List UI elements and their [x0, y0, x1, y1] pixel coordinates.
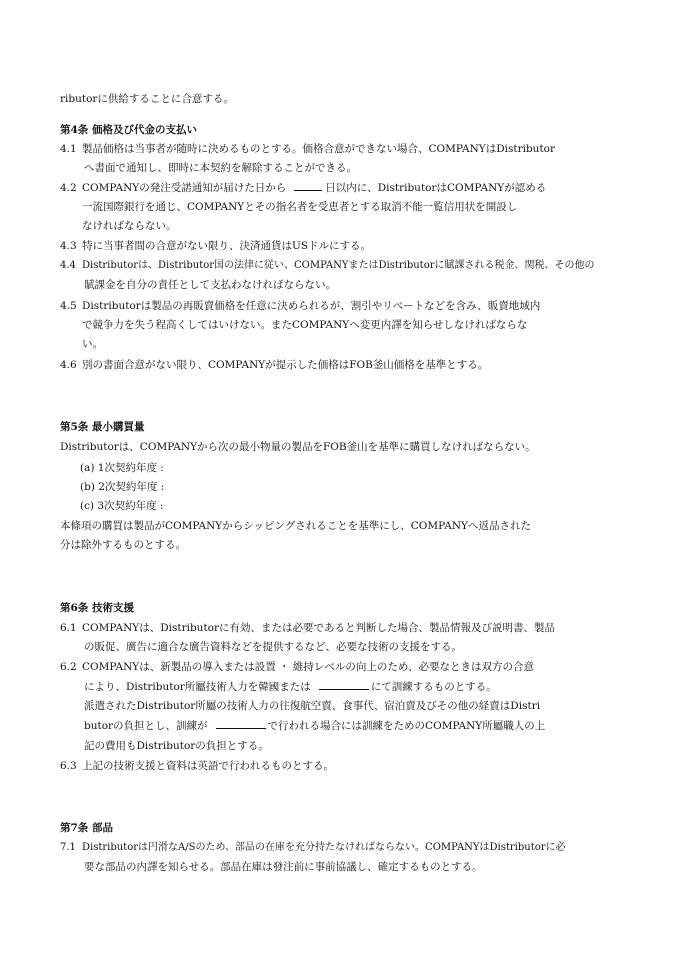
clause-6-2-cont: [84, 717, 626, 735]
clause-text: COMPANYは、新製品の導入または設置 ・ 維持レベルの向上のため、必要なときは双方の合意: [82, 661, 534, 673]
clause-number: 4.4: [60, 260, 76, 271]
clause-text: 製品価格は当事者が随時に決めるものとする。価格合意ができない場合、COMPANYはDistributor: [82, 143, 556, 155]
clause-7-1: [60, 839, 626, 857]
clause-6-1-cont: の販促、廣告に適合な廣告資料などを提供するなど、必要な技術の支援をする。: [84, 641, 462, 653]
clause-number: 4.3: [60, 240, 77, 252]
clause-text: Distributorは製品の再販賣価格を任意に決められるが、割引やリベートなどを含み、販賣地域内: [82, 300, 541, 312]
blank-field: [216, 719, 266, 729]
clause-text: で行われる場合には訓練をためのCOMPANY所屬職人の上: [267, 720, 546, 732]
clause-6-2-cont: [84, 678, 626, 696]
clause-4-3: [60, 237, 626, 255]
blank-field: [294, 181, 322, 191]
article-5-heading: 第5条 最小購買量: [60, 421, 145, 433]
clause-6-2-cont: 派遣されたDistributor所屬の技術人力の往復航空賣、食事代、宿泊賣及びその他の経賣はDistri: [84, 700, 541, 712]
clause-text: 日以内に、DistributorはCOMPANYが認める: [325, 182, 547, 194]
clause-text: 特に当事者間の合意がない限り、決済通貨はUSドルにする。: [82, 240, 372, 252]
clause-number: 6.3: [60, 760, 77, 772]
clause-number: 4.5: [60, 300, 77, 312]
clause-4-2-cont: なければならない。: [82, 220, 177, 232]
blank-field: [319, 680, 369, 690]
clause-4-2: [60, 179, 626, 197]
clause-text: 上記の技術支援と資料は英語で行われるものとする。: [82, 760, 334, 772]
clause-text: 別の書面合意がない限り、COMPANYが提示した価格はFOB釜山価格を基準とする。: [82, 359, 489, 371]
article-4-heading: 第4条 価格及び代金の支払い: [60, 124, 197, 136]
contract-year-1: (a) 1次契約年度 :: [80, 462, 164, 474]
article-6-heading: 第6条 技術支援: [60, 602, 134, 614]
clause-7-1-cont: 要な部品の内譯を知らせる。部品在庫は發注前に事前協議し、確定するものとする。: [84, 861, 483, 873]
contract-year-2: (b) 2次契約年度 :: [80, 481, 165, 493]
clause-4-6: [60, 356, 626, 374]
clause-4-1: [60, 140, 626, 158]
clause-number: 4.1: [60, 143, 77, 155]
article-7-heading: 第7条 部品: [60, 822, 113, 834]
article-5-closing: 本條項の購買は製品がCOMPANYからシッピングされることを基準にし、COMPANYへ返品された: [60, 520, 531, 532]
clause-text: Distributorは、Distributor国の法律に従い、COMPANYまたはDistributorに賦課される税金、関税、その他の: [82, 260, 595, 271]
clause-text: COMPANYの発注受諾通知が届けた日から: [82, 182, 287, 194]
clause-text: にて訓練するものとする。: [370, 681, 497, 693]
clause-number: 4.6: [60, 359, 77, 371]
contract-year-3: (c) 3次契約年度 :: [80, 500, 164, 512]
clause-4-1-cont: へ書面で通知し、即時に本契約を解除することができる。: [84, 162, 357, 174]
article-5-closing-cont: 分は除外するものとする。: [60, 539, 186, 551]
continuation-line: ributorに供給することに合意する。: [60, 93, 234, 105]
clause-text: により、Distributor所屬技術人力を韓國または: [84, 681, 311, 693]
article-5-intro: Distributorは、COMPANYから次の最小物量の製品をFOB釜山を基準に購買しなければならない。: [60, 441, 536, 453]
clause-6-3: [60, 757, 626, 775]
clause-4-4-cont: 賦課金を自分の責任として支払わなければならない。: [84, 279, 336, 291]
clause-4-2-cont: 一流国際銀行を通じ、COMPANYとその指名者を受恵者とする取消不能一覧信用状を開設し: [82, 201, 518, 213]
clause-6-1: [60, 619, 626, 637]
clause-number: 7.1: [60, 842, 76, 853]
clause-4-5-cont: い。: [82, 338, 103, 350]
clause-4-5-cont: で競争力を失う程高くしてはいけない。またCOMPANYへ変更内譯を知らせしなければならな: [82, 319, 528, 331]
clause-4-4: [60, 257, 626, 275]
clause-text: butorの負担とし、訓練が: [84, 720, 208, 732]
clause-text: COMPANYは、Distributorに有効、または必要であると判断した場合、製品情報及び説明書、製品: [82, 622, 556, 634]
clause-6-2: [60, 658, 626, 676]
clause-number: 6.1: [60, 622, 77, 634]
clause-text: Distributorは円滑なA/Sのため、部品の在庫を充分持たなければならない。COMPANYはDistributorに必: [82, 842, 566, 853]
clause-6-2-cont: 記の費用もDistributorの負担とする。: [84, 740, 269, 752]
clause-number: 4.2: [60, 182, 77, 194]
clause-4-5: [60, 297, 626, 315]
clause-number: 6.2: [60, 661, 77, 673]
